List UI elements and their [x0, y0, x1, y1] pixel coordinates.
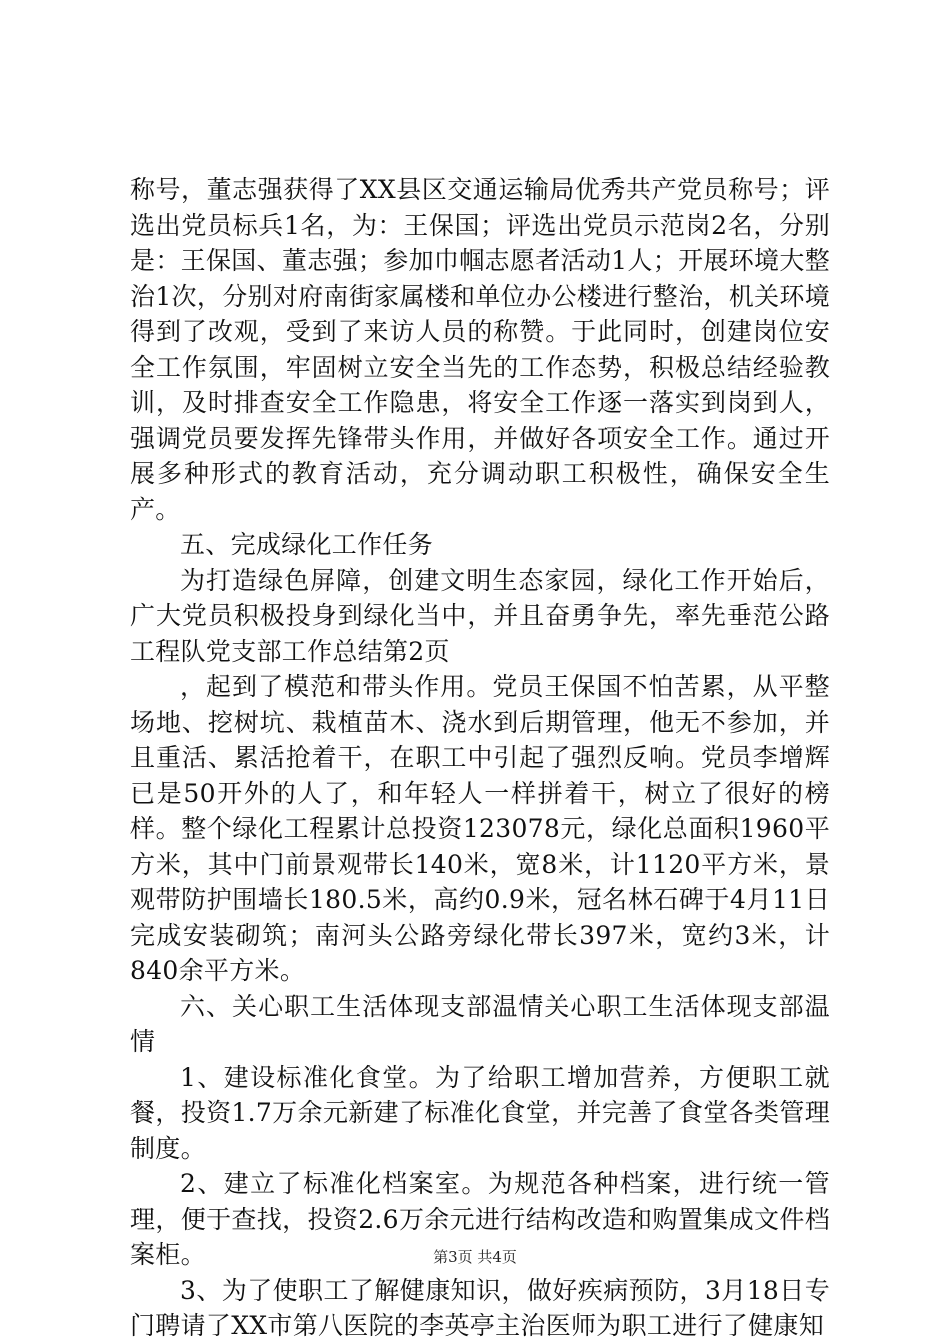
paragraph-greening-details: ，起到了模范和带头作用。党员王保国不怕苦累，从平整场地、挖树坑、栽植苗木、浇水到后期管理，他无不参加，并且重活、累活抢着干，在职工中引起了强烈反响。党员李增辉已是50开外的人了，和年轻人一样拼着干，树立了很好的榜样。整个绿化工程累计总投资123078元，绿化总面积1960平方米，其中门前景观带长140米，宽8米，计1120平方米，景观带防护围墙长180.5米，高约0.9米，冠名林石碑于4月11日完成安装砌筑；南河头公路旁绿化带长397米，宽约3米，计840余平方米。: [130, 672, 830, 985]
paragraph-health-lecture: 3、为了使职工了解健康知识，做好疾病预防，3月18日专门聘请了XX市第八医院的李英亭主治医师为职工进行了健康知: [130, 1275, 830, 1340]
section-heading-greening: 五、完成绿化工作任务: [180, 530, 434, 559]
paragraph-canteen: 1、建设标准化食堂。为了给职工增加营养，方便职工就餐，投资1.7万余元新建了标准化食堂，并完善了食堂各类管理制度。: [130, 1062, 830, 1163]
section-heading-staff-care: 六、关心职工生活体现支部温情关心职工生活体现支部温情: [130, 991, 830, 1056]
paragraph-honors-safety: 称号，董志强获得了XX县区交通运输局优秀共产党员称号；评选出党员标兵1名，为：王保国；评选出党员示范岗2名，分别是：王保国、董志强；参加巾帼志愿者活动1人；开展环境大整治1次，分别对府南街家属楼和单位办公楼进行整治，机关环境得到了改观，受到了来访人员的称赞。于此同时，创建岗位安全工作氛围，牢固树立安全当先的工作态势，积极总结经验教训，及时排查安全工作隐患，将安全工作逐一落实到岗到人，强调党员要发挥先锋带头作用，并做好各项安全工作。通过开展多种形式的教育活动，充分调动职工积极性，确保安全生产。: [130, 175, 830, 524]
paragraph-archive-room: 2、建立了标准化档案室。为规范各种档案，进行统一管理，便于查找，投资2.6万余元进行结构改造和购置集成文件档案柜。: [130, 1169, 830, 1269]
paragraph-greening-intro: 为打造绿色屏障，创建文明生态家园，绿化工作开始后，广大党员积极投身到绿化当中，并且奋勇争先，率先垂范公路工程队党支部工作总结第2页: [130, 565, 830, 666]
document-body: [130, 172, 830, 1344]
page-footer: 第3页 共4页: [433, 1248, 517, 1266]
